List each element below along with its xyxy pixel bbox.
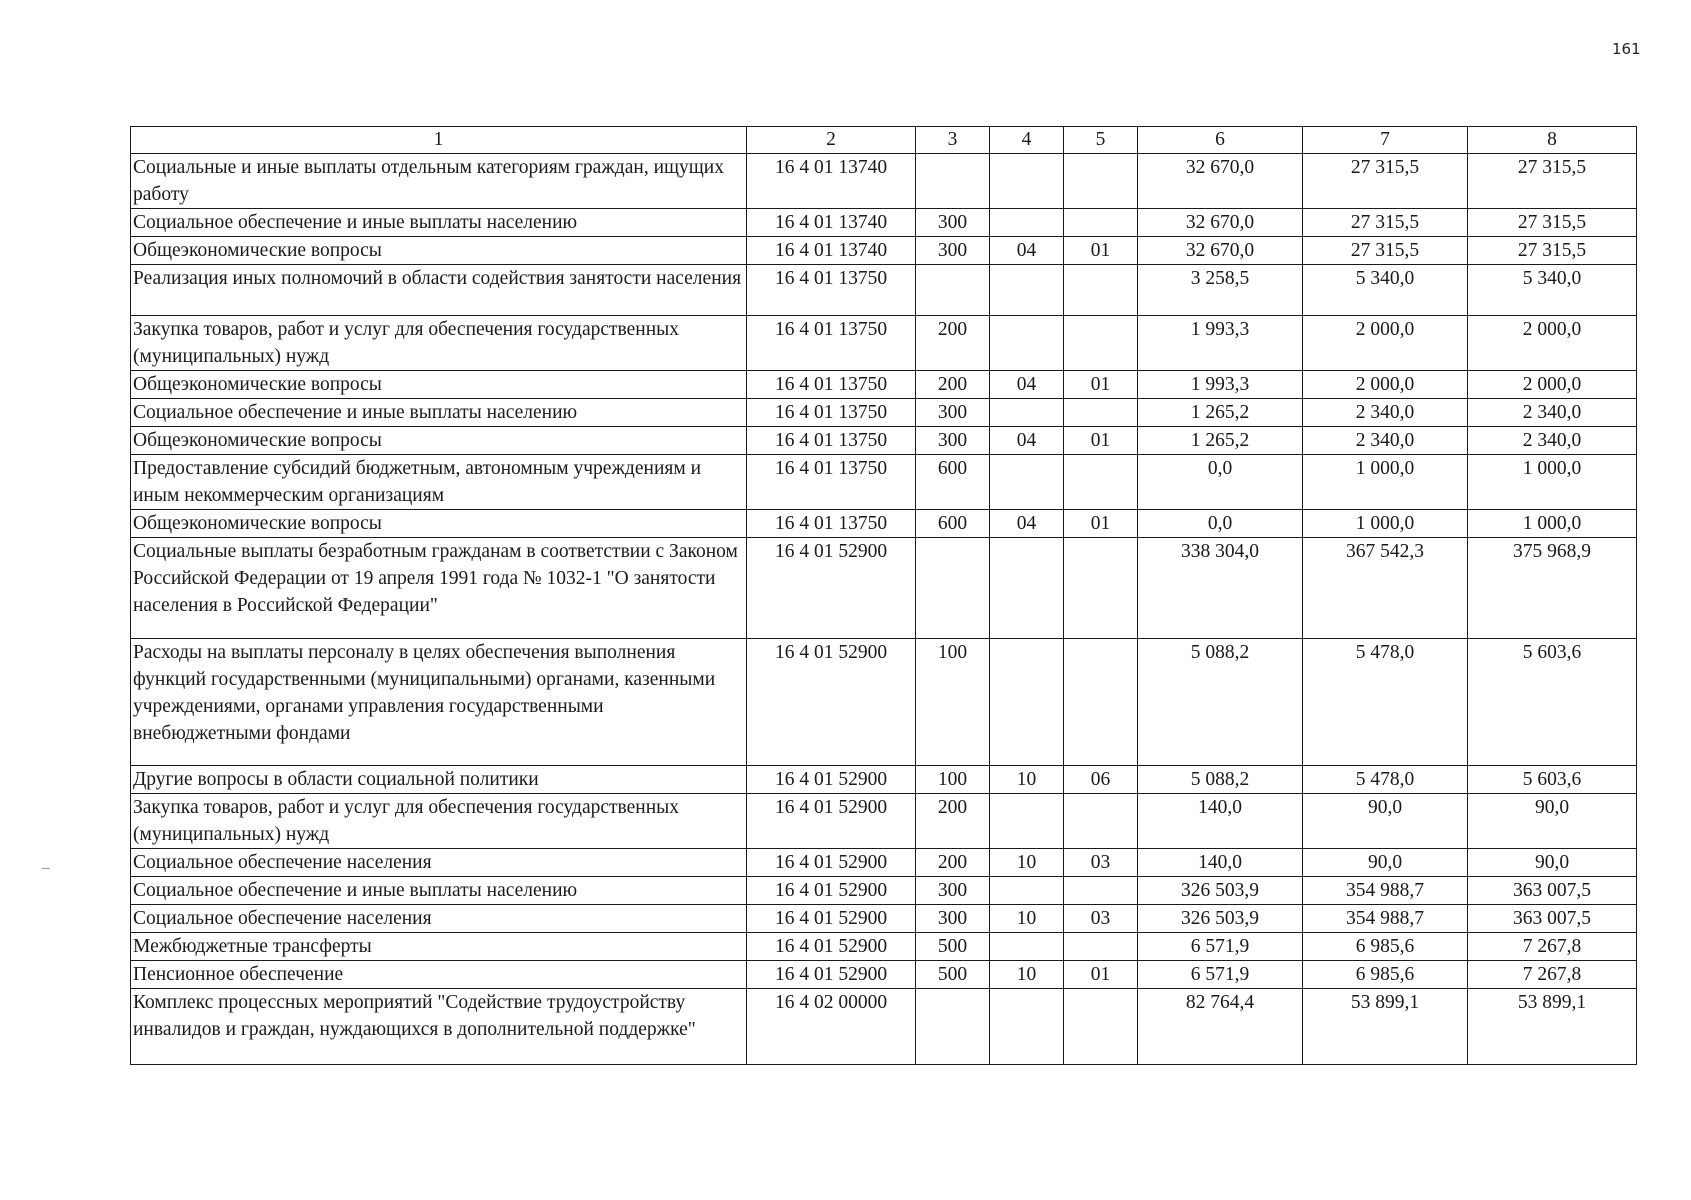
expense-type-cell: 200 — [916, 371, 990, 399]
subsection-cell — [1064, 455, 1138, 510]
subsection-cell: 01 — [1064, 237, 1138, 265]
expense-type-cell: 200 — [916, 316, 990, 371]
expense-type-cell — [916, 265, 990, 316]
subsection-cell — [1064, 989, 1138, 1065]
amount-col6-cell: 82 764,4 — [1138, 989, 1303, 1065]
expense-type-cell — [916, 538, 990, 639]
subsection-cell — [1064, 933, 1138, 961]
item-name-cell: Комплекс процессных мероприятий "Содействие трудоустройству инвалидов и граждан, нуждающихся в дополнительной поддержке" — [131, 989, 747, 1065]
section-cell: 10 — [990, 849, 1064, 877]
amount-col8-cell: 2 340,0 — [1468, 399, 1637, 427]
item-name-cell: Социальное обеспечение и иные выплаты населению — [131, 209, 747, 237]
item-name-cell: Социальное обеспечение населения — [131, 905, 747, 933]
amount-col6-cell: 32 670,0 — [1138, 209, 1303, 237]
amount-col8-cell: 90,0 — [1468, 849, 1637, 877]
header-cell: 6 — [1138, 127, 1303, 154]
item-name-cell: Предоставление субсидий бюджетным, автономным учреждениям и иным некоммерческим организациям — [131, 455, 747, 510]
amount-col6-cell: 32 670,0 — [1138, 237, 1303, 265]
table-row — [131, 455, 1637, 510]
amount-col7-cell: 27 315,5 — [1303, 237, 1468, 265]
table-row — [131, 237, 1637, 265]
amount-col6-cell: 0,0 — [1138, 510, 1303, 538]
section-cell — [990, 639, 1064, 766]
target-code-cell: 16 4 01 13740 — [747, 209, 916, 237]
section-cell: 10 — [990, 766, 1064, 794]
subsection-cell: 03 — [1064, 849, 1138, 877]
amount-col7-cell: 53 899,1 — [1303, 989, 1468, 1065]
section-cell — [990, 154, 1064, 209]
amount-col7-cell: 27 315,5 — [1303, 209, 1468, 237]
amount-col6-cell: 1 265,2 — [1138, 427, 1303, 455]
section-cell — [990, 399, 1064, 427]
expense-type-cell: 100 — [916, 766, 990, 794]
expense-type-cell: 300 — [916, 877, 990, 905]
target-code-cell: 16 4 01 13750 — [747, 316, 916, 371]
amount-col7-cell: 6 985,6 — [1303, 933, 1468, 961]
item-name-cell: Социальные выплаты безработным гражданам в соответствии с Законом Российской Федерации от 19 апреля 1991 года № 1032-1 "О занятости населения в Российской Федерации" — [131, 538, 747, 639]
section-cell: 10 — [990, 961, 1064, 989]
table-row — [131, 316, 1637, 371]
item-name-cell: Социальные и иные выплаты отдельным категориям граждан, ищущих работу — [131, 154, 747, 209]
amount-col6-cell: 326 503,9 — [1138, 905, 1303, 933]
section-cell — [990, 794, 1064, 849]
subsection-cell: 01 — [1064, 510, 1138, 538]
target-code-cell: 16 4 01 13750 — [747, 427, 916, 455]
amount-col7-cell: 2 340,0 — [1303, 427, 1468, 455]
amount-col8-cell: 363 007,5 — [1468, 905, 1637, 933]
amount-col7-cell: 2 000,0 — [1303, 371, 1468, 399]
expense-type-cell: 500 — [916, 933, 990, 961]
amount-col8-cell: 5 603,6 — [1468, 639, 1637, 766]
subsection-cell: 03 — [1064, 905, 1138, 933]
amount-col8-cell: 27 315,5 — [1468, 209, 1637, 237]
item-name-cell: Социальное обеспечение и иные выплаты населению — [131, 877, 747, 905]
table-row — [131, 427, 1637, 455]
table-row — [131, 265, 1637, 316]
item-name-cell: Общеэкономические вопросы — [131, 237, 747, 265]
amount-col7-cell: 6 985,6 — [1303, 961, 1468, 989]
target-code-cell: 16 4 01 13740 — [747, 154, 916, 209]
amount-col7-cell: 5 340,0 — [1303, 265, 1468, 316]
amount-col7-cell: 354 988,7 — [1303, 877, 1468, 905]
amount-col6-cell: 5 088,2 — [1138, 639, 1303, 766]
item-name-cell: Общеэкономические вопросы — [131, 510, 747, 538]
table-row — [131, 538, 1637, 639]
expense-type-cell: 300 — [916, 237, 990, 265]
amount-col8-cell: 53 899,1 — [1468, 989, 1637, 1065]
amount-col6-cell: 1 265,2 — [1138, 399, 1303, 427]
target-code-cell: 16 4 01 52900 — [747, 538, 916, 639]
amount-col6-cell: 326 503,9 — [1138, 877, 1303, 905]
amount-col7-cell: 5 478,0 — [1303, 639, 1468, 766]
section-cell — [990, 877, 1064, 905]
subsection-cell — [1064, 316, 1138, 371]
section-cell: 04 — [990, 371, 1064, 399]
section-cell — [990, 265, 1064, 316]
scan-mark — [42, 868, 50, 869]
amount-col7-cell: 5 478,0 — [1303, 766, 1468, 794]
amount-col7-cell: 27 315,5 — [1303, 154, 1468, 209]
subsection-cell — [1064, 877, 1138, 905]
amount-col7-cell: 1 000,0 — [1303, 455, 1468, 510]
expense-type-cell: 600 — [916, 455, 990, 510]
target-code-cell: 16 4 01 13740 — [747, 237, 916, 265]
item-name-cell: Расходы на выплаты персоналу в целях обеспечения выполнения функций государственными (муниципальными) органами, казенными учреждениями, органами управления государственными внебюджетными фондами — [131, 639, 747, 766]
amount-col6-cell: 1 993,3 — [1138, 316, 1303, 371]
item-name-cell: Закупка товаров, работ и услуг для обеспечения государственных (муниципальных) нужд — [131, 794, 747, 849]
amount-col8-cell: 27 315,5 — [1468, 154, 1637, 209]
amount-col6-cell: 32 670,0 — [1138, 154, 1303, 209]
amount-col6-cell: 3 258,5 — [1138, 265, 1303, 316]
amount-col7-cell: 1 000,0 — [1303, 510, 1468, 538]
table-row — [131, 794, 1637, 849]
amount-col6-cell: 338 304,0 — [1138, 538, 1303, 639]
amount-col6-cell: 140,0 — [1138, 794, 1303, 849]
amount-col7-cell: 2 000,0 — [1303, 316, 1468, 371]
target-code-cell: 16 4 01 13750 — [747, 510, 916, 538]
section-cell — [990, 209, 1064, 237]
subsection-cell: 01 — [1064, 427, 1138, 455]
amount-col7-cell: 354 988,7 — [1303, 905, 1468, 933]
target-code-cell: 16 4 01 52900 — [747, 961, 916, 989]
target-code-cell: 16 4 01 52900 — [747, 877, 916, 905]
amount-col6-cell: 6 571,9 — [1138, 961, 1303, 989]
header-row — [131, 127, 1637, 154]
amount-col8-cell: 1 000,0 — [1468, 510, 1637, 538]
amount-col8-cell: 90,0 — [1468, 794, 1637, 849]
item-name-cell: Межбюджетные трансферты — [131, 933, 747, 961]
expense-type-cell: 600 — [916, 510, 990, 538]
item-name-cell: Пенсионное обеспечение — [131, 961, 747, 989]
item-name-cell: Социальное обеспечение и иные выплаты населению — [131, 399, 747, 427]
table-row — [131, 154, 1637, 209]
header-cell: 1 — [131, 127, 747, 154]
header-cell: 8 — [1468, 127, 1637, 154]
section-cell — [990, 933, 1064, 961]
section-cell: 04 — [990, 510, 1064, 538]
item-name-cell: Другие вопросы в области социальной политики — [131, 766, 747, 794]
subsection-cell — [1064, 209, 1138, 237]
table-row — [131, 209, 1637, 237]
table-body — [131, 154, 1637, 1065]
expense-type-cell: 300 — [916, 905, 990, 933]
amount-col7-cell: 367 542,3 — [1303, 538, 1468, 639]
amount-col8-cell: 2 000,0 — [1468, 316, 1637, 371]
amount-col8-cell: 7 267,8 — [1468, 961, 1637, 989]
table-row — [131, 639, 1637, 766]
header-cell: 5 — [1064, 127, 1138, 154]
table-row — [131, 766, 1637, 794]
target-code-cell: 16 4 01 13750 — [747, 455, 916, 510]
expense-type-cell: 300 — [916, 399, 990, 427]
subsection-cell — [1064, 265, 1138, 316]
page-number: 161 — [1612, 40, 1641, 58]
expense-type-cell: 200 — [916, 849, 990, 877]
item-name-cell: Общеэкономические вопросы — [131, 371, 747, 399]
header-cell: 2 — [747, 127, 916, 154]
amount-col8-cell: 375 968,9 — [1468, 538, 1637, 639]
target-code-cell: 16 4 01 13750 — [747, 371, 916, 399]
amount-col7-cell: 2 340,0 — [1303, 399, 1468, 427]
amount-col8-cell: 5 340,0 — [1468, 265, 1637, 316]
subsection-cell — [1064, 639, 1138, 766]
amount-col7-cell: 90,0 — [1303, 849, 1468, 877]
amount-col8-cell: 2 340,0 — [1468, 427, 1637, 455]
section-cell — [990, 316, 1064, 371]
subsection-cell — [1064, 154, 1138, 209]
table-row — [131, 961, 1637, 989]
amount-col6-cell: 5 088,2 — [1138, 766, 1303, 794]
expense-type-cell: 200 — [916, 794, 990, 849]
section-cell — [990, 538, 1064, 639]
subsection-cell: 01 — [1064, 371, 1138, 399]
expense-type-cell — [916, 989, 990, 1065]
target-code-cell: 16 4 01 52900 — [747, 905, 916, 933]
table-row — [131, 371, 1637, 399]
table-row — [131, 510, 1637, 538]
table-row — [131, 877, 1637, 905]
header-cell: 7 — [1303, 127, 1468, 154]
amount-col8-cell: 27 315,5 — [1468, 237, 1637, 265]
subsection-cell: 01 — [1064, 961, 1138, 989]
header-cell: 4 — [990, 127, 1064, 154]
expense-type-cell: 300 — [916, 427, 990, 455]
expense-type-cell — [916, 154, 990, 209]
amount-col6-cell: 140,0 — [1138, 849, 1303, 877]
table-row — [131, 849, 1637, 877]
section-cell — [990, 455, 1064, 510]
target-code-cell: 16 4 01 52900 — [747, 794, 916, 849]
section-cell: 04 — [990, 427, 1064, 455]
table-row — [131, 933, 1637, 961]
section-cell — [990, 989, 1064, 1065]
amount-col8-cell: 2 000,0 — [1468, 371, 1637, 399]
subsection-cell — [1064, 399, 1138, 427]
target-code-cell: 16 4 01 52900 — [747, 766, 916, 794]
item-name-cell: Закупка товаров, работ и услуг для обеспечения государственных (муниципальных) нужд — [131, 316, 747, 371]
item-name-cell: Реализация иных полномочий в области содействия занятости населения — [131, 265, 747, 316]
subsection-cell: 06 — [1064, 766, 1138, 794]
table-row — [131, 989, 1637, 1065]
amount-col8-cell: 7 267,8 — [1468, 933, 1637, 961]
expense-type-cell: 100 — [916, 639, 990, 766]
subsection-cell — [1064, 538, 1138, 639]
amount-col8-cell: 1 000,0 — [1468, 455, 1637, 510]
amount-col6-cell: 1 993,3 — [1138, 371, 1303, 399]
expense-type-cell: 300 — [916, 209, 990, 237]
table-row — [131, 399, 1637, 427]
subsection-cell — [1064, 794, 1138, 849]
expense-type-cell: 500 — [916, 961, 990, 989]
target-code-cell: 16 4 01 52900 — [747, 639, 916, 766]
target-code-cell: 16 4 02 00000 — [747, 989, 916, 1065]
target-code-cell: 16 4 01 13750 — [747, 265, 916, 316]
amount-col8-cell: 363 007,5 — [1468, 877, 1637, 905]
budget-table — [130, 126, 1637, 1065]
item-name-cell: Социальное обеспечение населения — [131, 849, 747, 877]
target-code-cell: 16 4 01 13750 — [747, 399, 916, 427]
section-cell: 04 — [990, 237, 1064, 265]
item-name-cell: Общеэкономические вопросы — [131, 427, 747, 455]
table-row — [131, 905, 1637, 933]
header-cell: 3 — [916, 127, 990, 154]
target-code-cell: 16 4 01 52900 — [747, 933, 916, 961]
amount-col7-cell: 90,0 — [1303, 794, 1468, 849]
section-cell: 10 — [990, 905, 1064, 933]
target-code-cell: 16 4 01 52900 — [747, 849, 916, 877]
amount-col8-cell: 5 603,6 — [1468, 766, 1637, 794]
amount-col6-cell: 6 571,9 — [1138, 933, 1303, 961]
amount-col6-cell: 0,0 — [1138, 455, 1303, 510]
